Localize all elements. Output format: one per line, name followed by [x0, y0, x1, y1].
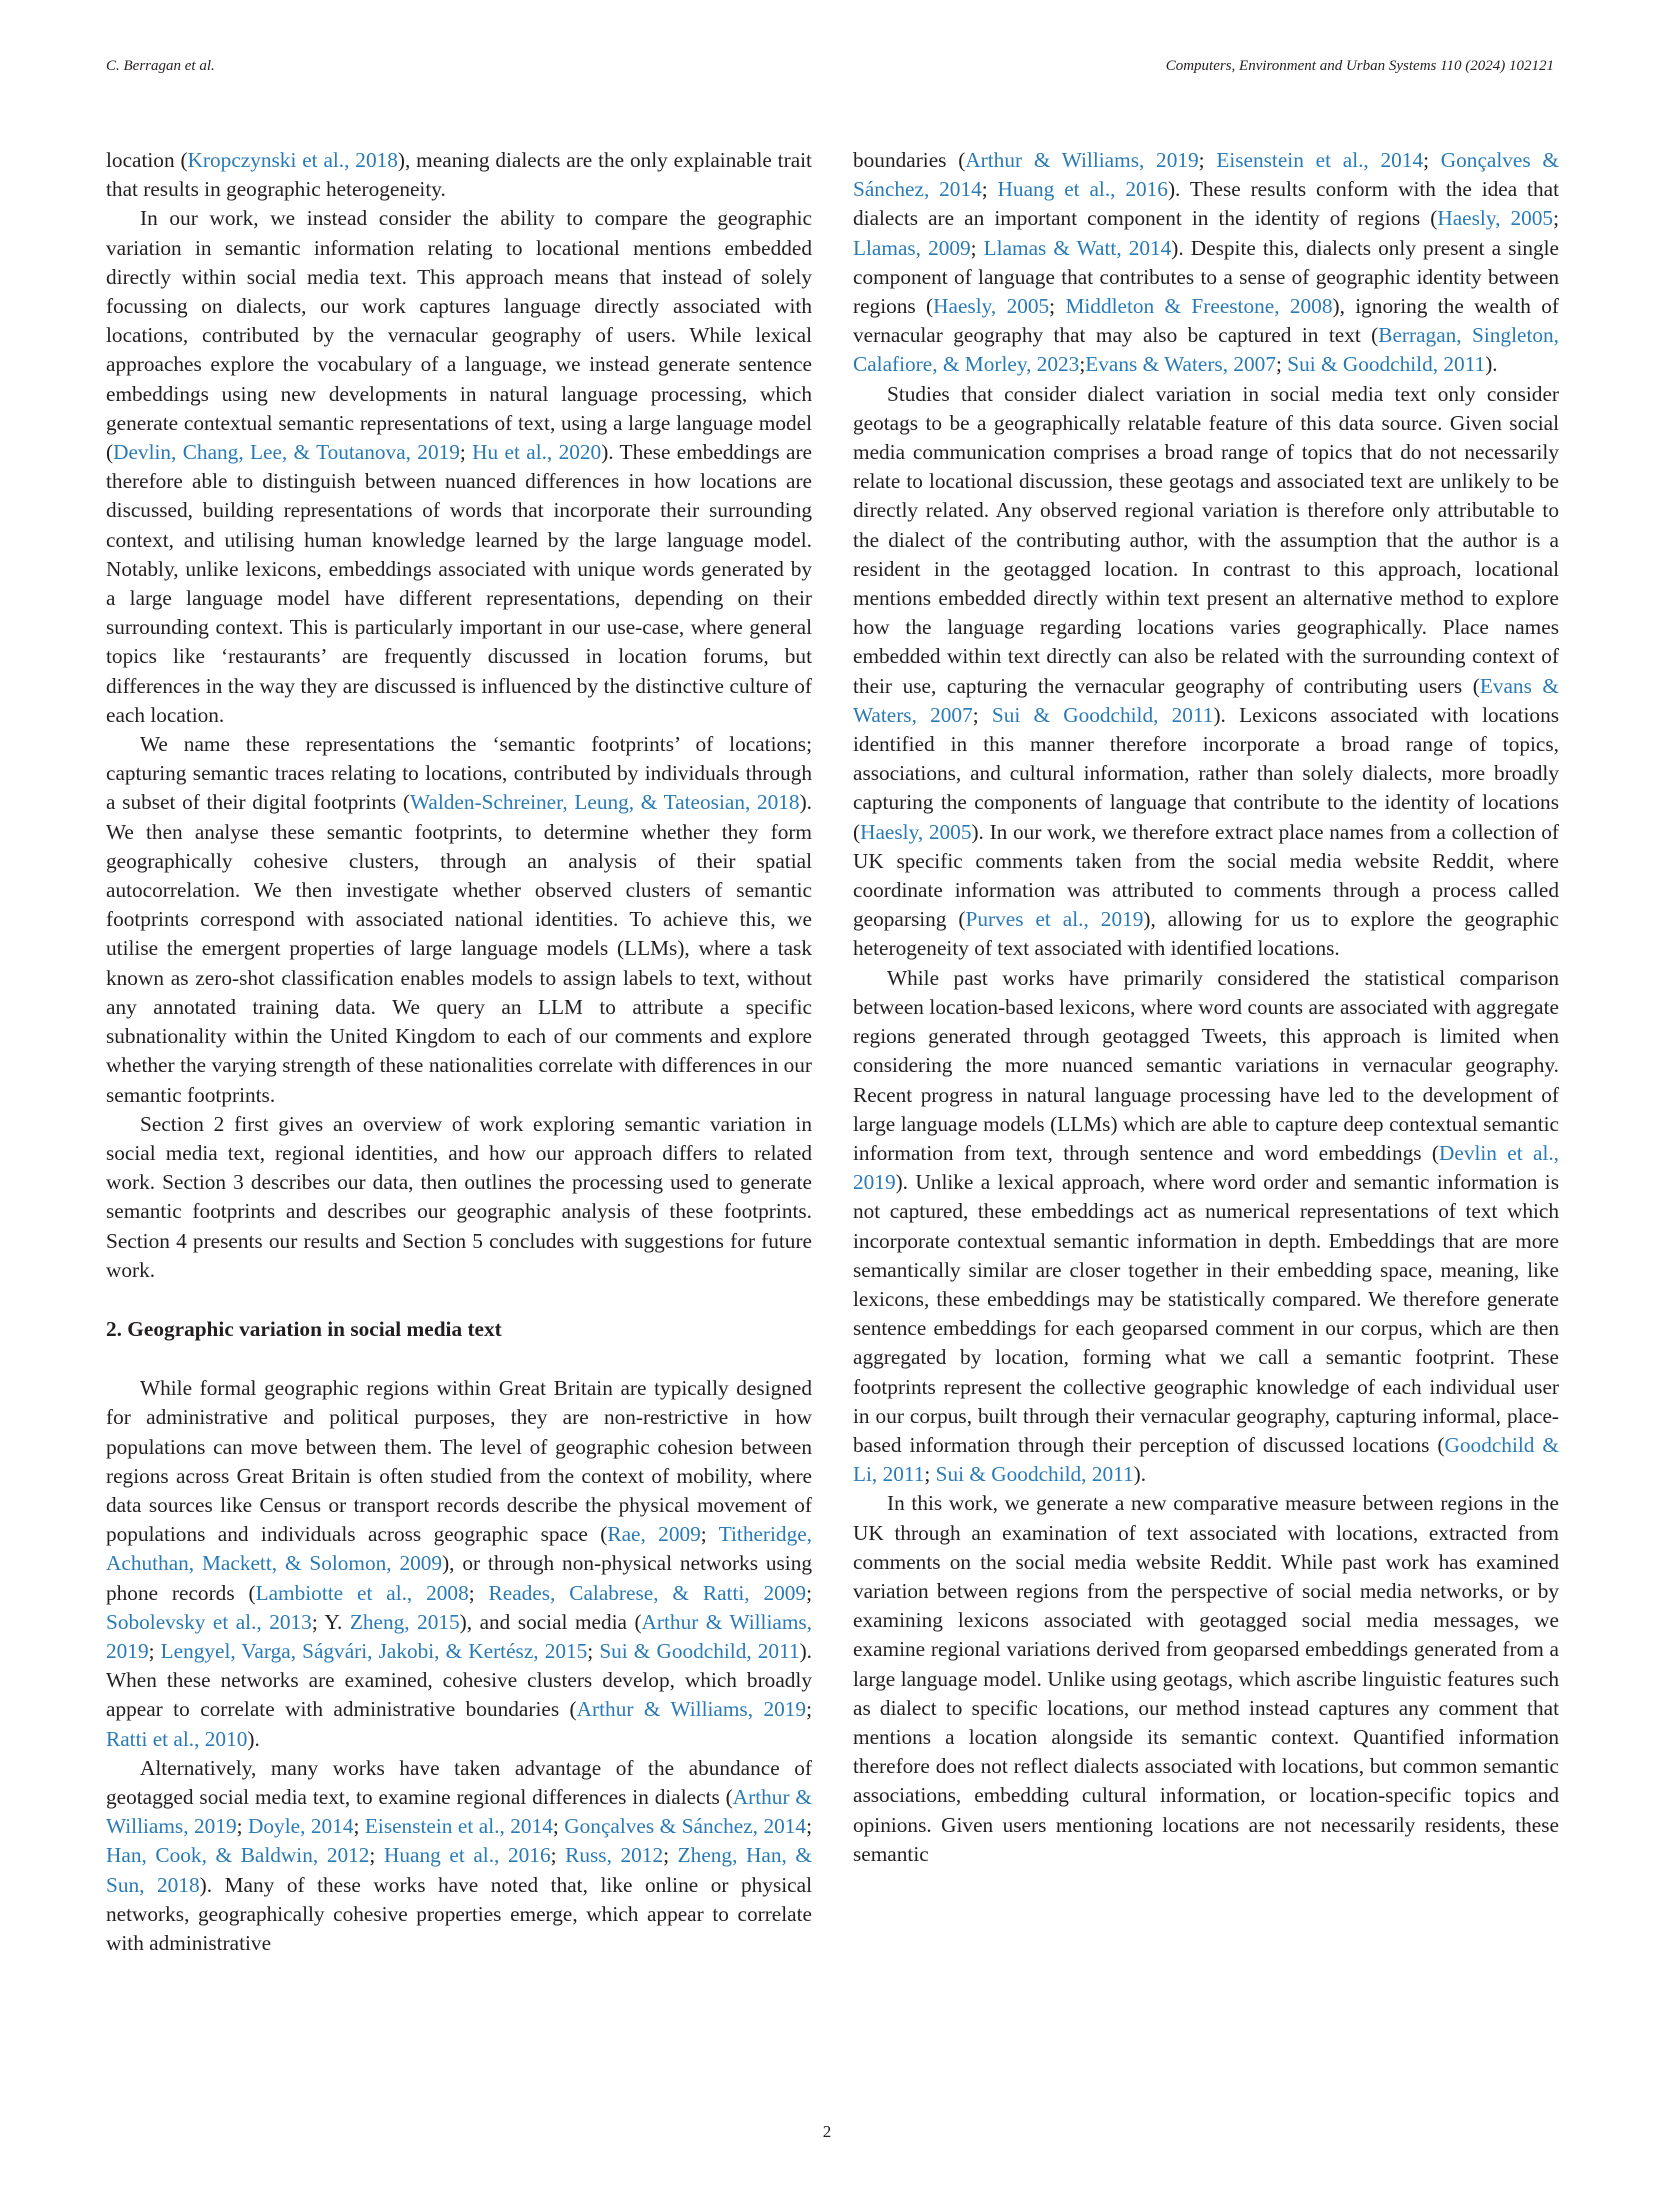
text-run: ;	[1049, 294, 1066, 319]
text-run: ). These results conform with the idea that dialects are an important component in the identity of regions (	[853, 177, 1559, 231]
text-run: ). We then analyse these semantic footprints, to determine whether they form geographically cohesive clusters, through an analysis of their spatial autocorrelation. We then investigate whether observed clusters of semantic footprints correspond with associated national identities. To achieve this, we utilise the emergent properties of large language models (LLMs), where a task known as zero-shot classification enables models to assign labels to text, without any annotated training data. We query an LLM to attribute a specific subnationality within the United Kingdom to each of our comments and explore whether the varying strength of these nationalities correlate with differences in our semantic footprints.	[106, 790, 813, 1107]
citation-link[interactable]: Ratti et al., 2010	[106, 1726, 248, 1751]
text-run: ;	[924, 1462, 936, 1487]
paragraph	[106, 146, 812, 204]
text-run: ;	[459, 440, 473, 465]
text-run: We name these representations the ‘semantic footprints’ of locations; capturing semantic traces relating to locations, contributed by individuals through a subset of their digital footprints (	[106, 732, 812, 815]
citation-link[interactable]: Russ, 2012	[565, 1843, 664, 1868]
citation-link[interactable]: Walden-Schreiner, Leung, & Tateosian, 2018	[409, 790, 800, 815]
text-run: ;	[1198, 148, 1217, 172]
text-run: ;	[806, 1814, 812, 1839]
citation-link[interactable]: Haesly, 2005	[1437, 206, 1554, 231]
text-run: ), or through non-physical networks using phone records (	[106, 1551, 812, 1605]
text-run: ;	[369, 1843, 384, 1868]
citation-link[interactable]: Sobolevsky et al., 2013	[106, 1609, 312, 1634]
citation-link[interactable]: Sui & Goodchild, 2011	[991, 702, 1214, 727]
text-run: While past works have primarily considered the statistical comparison between location-based lexicons, where word counts are associated with aggregate regions generated through geotagged Tweets, this approach is limited when considering the more nuanced semantic variations in vernacular geography. Recent progress in natural language processing have led to the development of large language models (LLMs) which are able to capture deep contextual semantic information from text, through sentence and word embeddings (	[853, 965, 1559, 1165]
citation-link[interactable]: Llamas & Watt, 2014	[983, 235, 1172, 260]
citation-link[interactable]: Zheng, 2015	[349, 1609, 460, 1634]
citation-link[interactable]: Goodchild & Li, 2011	[853, 1432, 1559, 1487]
citation-link[interactable]: Arthur & Williams, 2019	[106, 1609, 813, 1663]
text-run: ;	[972, 702, 992, 727]
citation-link[interactable]: Haesly, 2005	[860, 819, 972, 844]
citation-link[interactable]: Arthur & Williams, 2019	[106, 1784, 812, 1839]
text-run: ), ignoring the wealth of vernacular geography that may also be captured in text (	[853, 294, 1559, 348]
text-run: ;	[552, 1814, 565, 1839]
citation-link[interactable]: Kropczynski et al., 2018	[187, 148, 398, 172]
citation-link[interactable]: Sui & Goodchild, 2011	[599, 1638, 800, 1663]
page-number: 2	[822, 2122, 832, 2141]
text-run: ;	[806, 1697, 812, 1722]
text-run: ;	[970, 235, 984, 260]
text-run: ;	[1079, 352, 1086, 377]
citation-link[interactable]: Han, Cook, & Baldwin, 2012	[106, 1843, 370, 1868]
text-run: In this work, we generate a new comparative measure between regions in the UK through an examination of text associated with locations, extracted from comments on the social media website Reddit. While past work has examined variation between regions from the perspective of social media networks, or by examining lexicons associated with geotagged social media messages, we examine regional variations derived from geoparsed embeddings generated from a large language model. Unlike using geotags, which ascribe linguistic features such as dialect to specific locations, our method instead captures any comment that mentions a location alongside its semantic context. Quantified information therefore does not reflect dialects associated with locations, but common semantic associations, embedding cultural information, or location-specific topics and opinions. Given users mentioning locations are not necessarily residents, these semantic	[853, 1491, 1559, 1866]
text-run: In our work, we instead consider the ability to compare the geographic variation in semantic information relating to locational mentions embedded directly within social media text. This approach means that instead of solely focussing on dialects, our work captures language directly associated with locations, contributed by the vernacular geography of users. While lexical approaches explore the vocabulary of a language, we instead generate sentence embeddings using new developments in natural language processing, which generate contextual semantic representations of text, using a large language model (	[106, 206, 812, 465]
text-run: ;	[587, 1638, 600, 1663]
citation-link[interactable]: Lengyel, Varga, Ságvári, Jakobi, & Kertész, 2015	[160, 1638, 588, 1663]
left-column	[106, 146, 812, 1958]
citation-link[interactable]: Evans & Waters, 2007	[1085, 352, 1276, 377]
text-run: ).	[1133, 1462, 1147, 1487]
text-run: Alternatively, many works have taken advantage of the abundance of geotagged social media text, to examine regional differences in dialects (	[106, 1755, 812, 1809]
citation-link[interactable]: Huang et al., 2016	[997, 177, 1168, 202]
citation-link[interactable]: Llamas, 2009	[853, 235, 971, 260]
text-run: ;	[468, 1580, 489, 1605]
text-run: ). Lexicons associated with locations identified in this manner therefore incorporate a broad range of topics, associations, and cultural information, rather than solely dialects, more broadly capturing the components of language that contribute to the identity of locations (	[853, 702, 1559, 844]
citation-link[interactable]: Gonçalves & Sánchez, 2014	[564, 1814, 807, 1839]
text-run: ;	[1553, 206, 1559, 231]
text-run: Studies that consider dialect variation in social media text only consider geotags to be a geographically relatable feature of this data source. Given social media communication comprises a broad range of topics that do not necessarily relate to locational discussion, these geotags and associated text are unlikely to be directly related. Any observed regional variation is therefore only attributable to the dialect of the contributing author, with the assumption that the author is a resident in the geotagged location. In contrast to this approach, locational mentions embedded directly within text present an alternative method to explore how the language regarding locations varies geographically. Place names embedded within text directly can also be related with the surrounding context of their use, capturing the vernacular geography of contributing users (	[853, 381, 1559, 698]
text-run: ). In our work, we therefore extract place names from a collection of UK specific comments taken from the social media website Reddit, where coordinate information was attributed to comments through a process called geoparsing (	[853, 819, 1559, 932]
citation-link[interactable]: Zheng, Han, & Sun, 2018	[106, 1843, 812, 1897]
text-run: location (	[106, 148, 188, 172]
citation-link[interactable]: Berragan, Singleton, Calafiore, & Morley, 2023	[853, 323, 1559, 377]
paragraph	[853, 146, 1559, 380]
citation-link[interactable]: Devlin, Chang, Lee, & Toutanova, 2019	[113, 440, 460, 465]
citation-link[interactable]: Devlin et al., 2019	[853, 1140, 1560, 1195]
paragraph	[106, 730, 812, 1110]
text-run: ;	[550, 1843, 566, 1868]
citation-link[interactable]: Gonçalves & Sánchez, 2014	[853, 148, 1559, 202]
text-run: ;	[148, 1638, 161, 1663]
citation-link[interactable]: Huang et al., 2016	[383, 1843, 551, 1868]
text-run: While formal geographic regions within Great Britain are typically designed for administrative and political purposes, they are non-restrictive in how populations can move between them. The level of geographic cohesion between regions across Great Britain is often studied from the context of mobility, where data sources like Census or transport records describe the physical movement of populations and individuals across geographic space (	[106, 1376, 812, 1547]
citation-link[interactable]: Middleton & Freestone, 2008	[1065, 294, 1333, 319]
text-run: ), and social media (	[459, 1609, 642, 1634]
text-run: Section 2 first gives an overview of work exploring semantic variation in social media text, regional identities, and how our approach differs to related work. Section 3 describes our data, then outlines the processing used to generate semantic footprints and describes our geographic analysis of these footprints. Section 4 presents our results and Section 5 concludes with suggestions for future work.	[106, 1111, 812, 1282]
paragraph	[853, 964, 1559, 1490]
citation-link[interactable]: Purves et al., 2019	[965, 907, 1144, 932]
text-run: ;	[236, 1814, 249, 1839]
running-header-authors: C. Berragan et al.	[106, 58, 215, 74]
running-header-journal: Computers, Environment and Urban Systems 110 (2024) 102121	[1165, 58, 1554, 74]
citation-link[interactable]: Hu et al., 2020	[472, 440, 602, 465]
text-run: ). These embeddings are therefore able to distinguish between nuanced differences in how locations are discussed, building representations of words that incorporate their surrounding context, and utilising human knowledge learned by the large language model. Notably, unlike lexicons, embeddings associated with unique words generated by a large language model have different representations, depending on their surrounding context. This is particularly important in our use-case, where general topics like ‘restaurants’ are frequently discussed in location forums, but differences in the way they are discussed is influenced by the distinctive culture of each location.	[106, 440, 812, 727]
text-run: ). Many of these works have noted that, like online or physical networks, geographically cohesive properties emerge, which appear to correlate with administrative	[106, 1872, 812, 1955]
text-run: boundaries (	[853, 148, 966, 172]
citation-link[interactable]: Arthur & Williams, 2019	[576, 1697, 807, 1722]
citation-link[interactable]: Sui & Goodchild, 2011	[1287, 352, 1486, 377]
text-run: ). When these networks are examined, cohesive clusters develop, which broadly appear to correlate with administrative boundaries (	[106, 1638, 813, 1722]
citation-link[interactable]: Sui & Goodchild, 2011	[935, 1462, 1134, 1487]
paragraph	[106, 1110, 812, 1285]
citation-link[interactable]: Haesly, 2005	[933, 294, 1050, 319]
citation-link[interactable]: Eisenstein et al., 2014	[1216, 148, 1424, 172]
text-run: ).	[247, 1726, 260, 1751]
text-run: ), meaning dialects are the only explainable trait that results in geographic heterogeneity.	[106, 148, 812, 202]
text-run: ; Y.	[311, 1609, 350, 1634]
text-run: ).	[1485, 352, 1498, 377]
text-run: ), allowing for us to explore the geographic heterogeneity of text associated with identified locations.	[853, 907, 1559, 961]
paragraph	[106, 1374, 812, 1754]
text-run: ). Despite this, dialects only present a single component of language that contributes to a sense of geographic identity between regions (	[853, 235, 1559, 319]
text-run: ;	[700, 1522, 719, 1547]
text-run: ;	[981, 177, 998, 202]
citation-link[interactable]: Reades, Calabrese, & Ratti, 2009	[488, 1580, 807, 1605]
citation-link[interactable]: Doyle, 2014	[248, 1814, 354, 1839]
citation-link[interactable]: Arthur & Williams, 2019	[965, 148, 1199, 172]
citation-link[interactable]: Rae, 2009	[607, 1522, 701, 1547]
citation-link[interactable]: Titheridge, Achuthan, Mackett, & Solomon, 2009	[106, 1522, 812, 1576]
section-heading: 2. Geographic variation in social media text	[106, 1316, 502, 1341]
text-run: ;	[1423, 148, 1441, 172]
right-column	[853, 146, 1559, 1869]
text-run: ;	[806, 1580, 812, 1605]
citation-link[interactable]: Lambiotte et al., 2008	[255, 1580, 469, 1605]
paragraph	[106, 1754, 812, 1958]
paragraph	[106, 204, 812, 730]
text-run: ;	[1275, 352, 1288, 377]
paragraph	[853, 380, 1559, 964]
paragraph	[853, 1489, 1559, 1869]
citation-link[interactable]: Evans & Waters, 2007	[853, 673, 1559, 727]
text-run: ). Unlike a lexical approach, where word order and semantic information is not captured, these embeddings act as numerical representations of text which incorporate contextual semantic information in depth. Embeddings that are more semantically similar are closer together in their embedding space, meaning, like lexicons, these embeddings may be statistically compared. We therefore generate sentence embeddings for each geoparsed comment in our corpus, which are then aggregated by location, forming what we call a semantic footprint. These footprints represent the collective geographic knowledge of each individual user in our corpus, built through their vernacular geography, capturing informal, place-based information through their perception of discussed locations (	[853, 1170, 1559, 1457]
text-run: ;	[353, 1814, 365, 1839]
text-run: ;	[663, 1843, 678, 1868]
citation-link[interactable]: Eisenstein et al., 2014	[364, 1814, 553, 1839]
